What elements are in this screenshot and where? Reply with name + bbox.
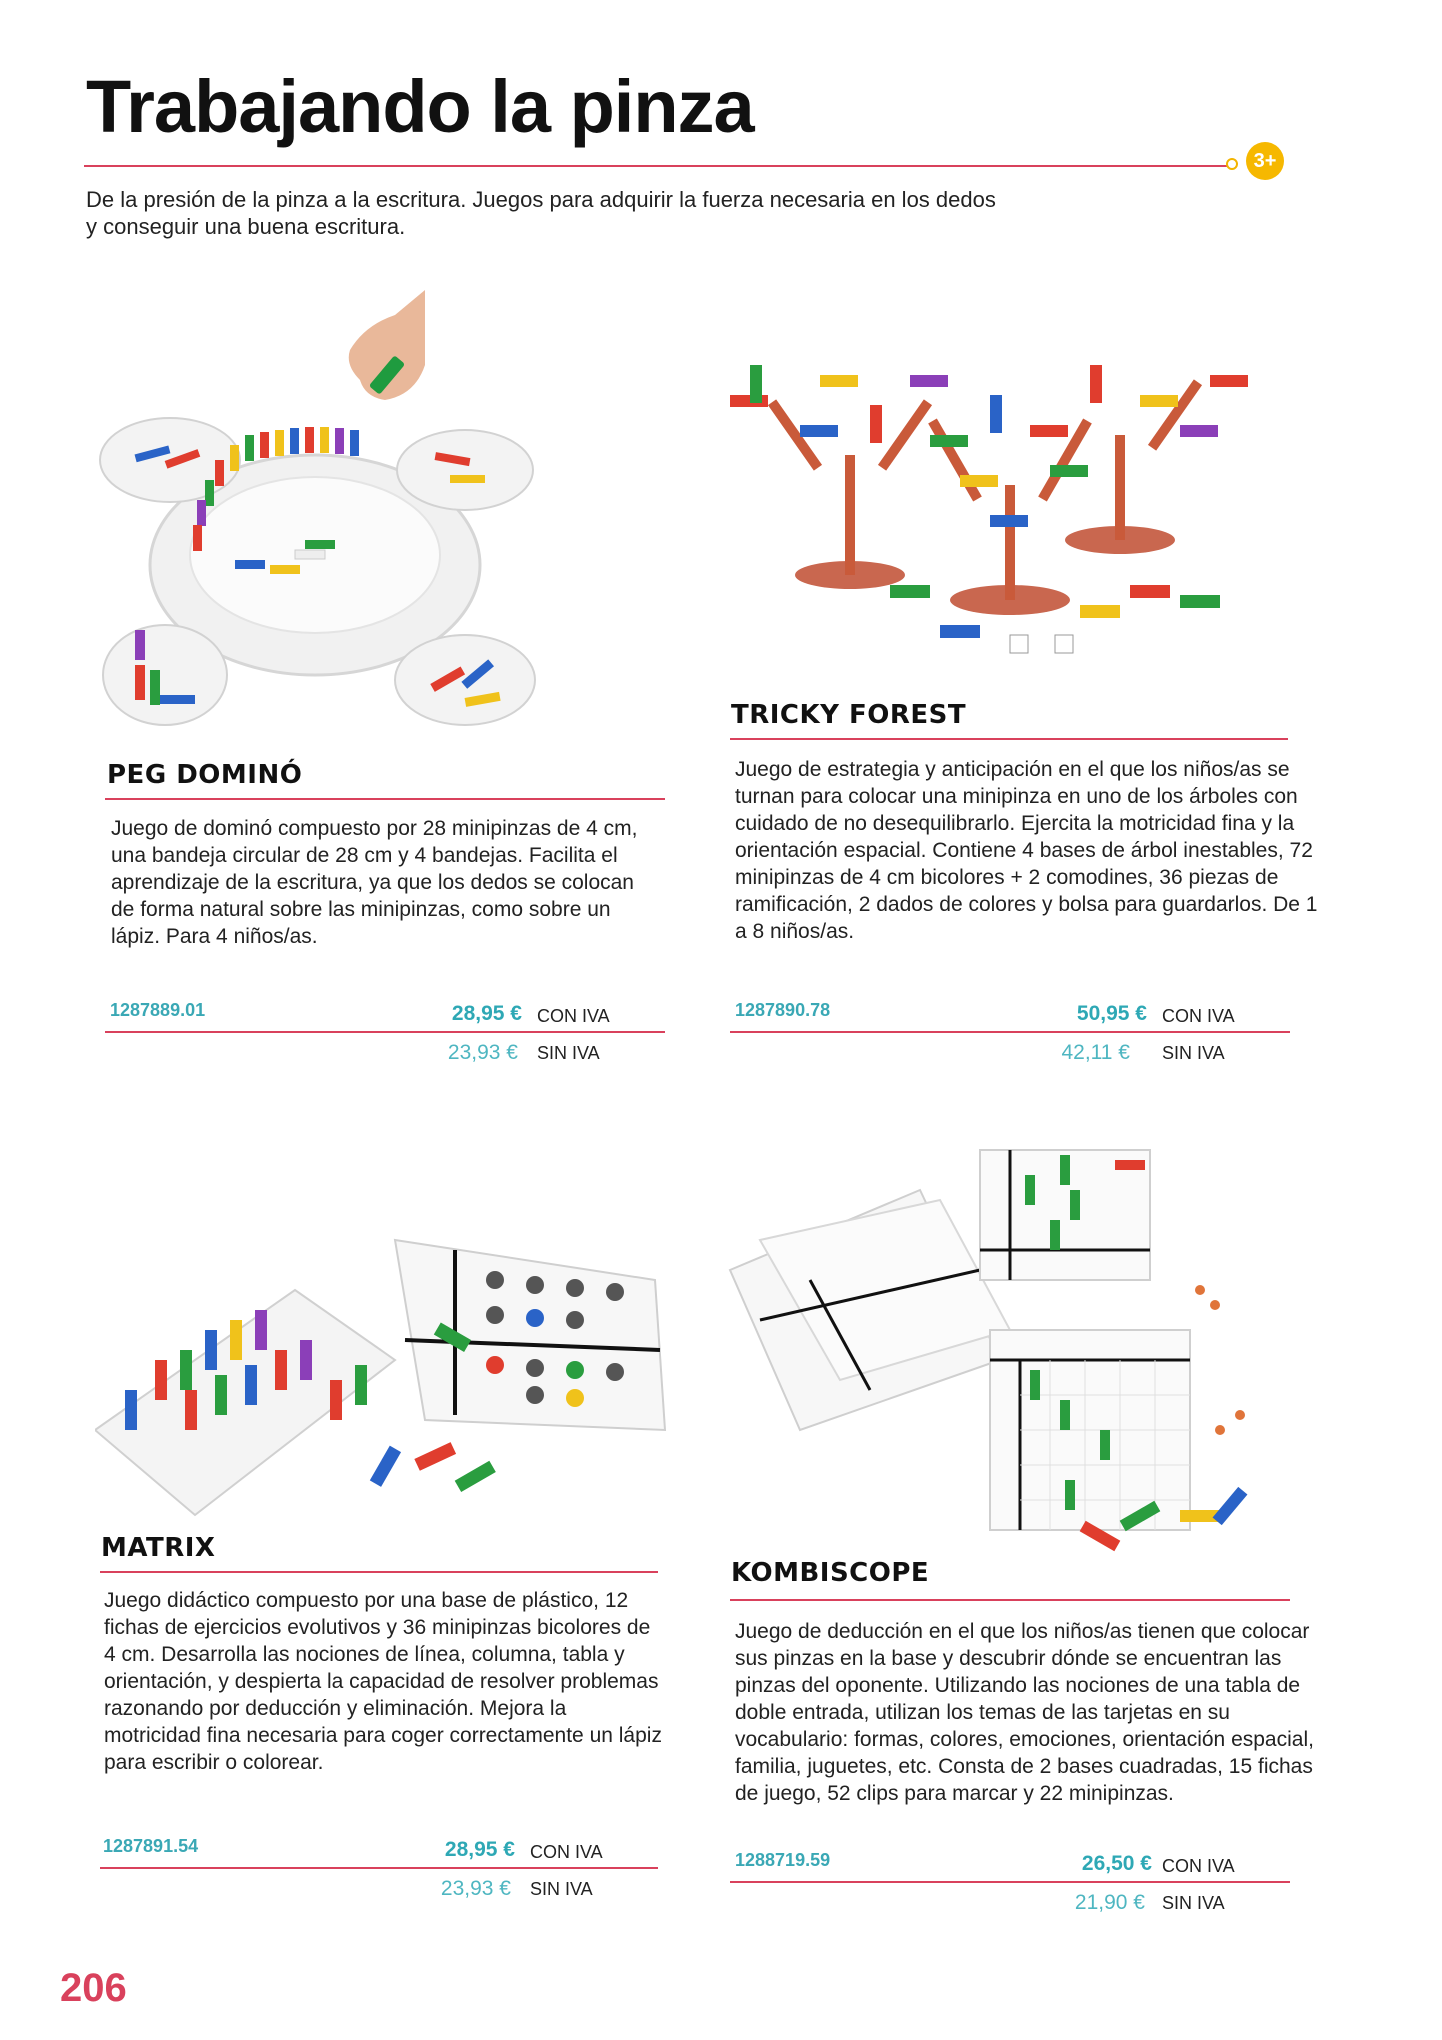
product-1-description: Juego de dominó compuesto por 28 minipinzas de 4 cm, una bandeja circular de 28 cm y 4 bandejas. Facilita el aprendizaje de la escritura, ya que los dedos se colocan de forma natural sobre las minipinzas, como sobre un lápiz. Para 4 niños/as.	[111, 817, 638, 948]
title-divider	[84, 165, 1232, 167]
page-number: 206	[60, 1966, 127, 2010]
matrix-image	[95, 1230, 670, 1530]
product-1-without-vat-label: SIN IVA	[537, 1043, 600, 1063]
product-1-with-vat-label: CON IVA	[537, 1006, 610, 1026]
kombiscope-image	[720, 1130, 1300, 1570]
product-2-with-vat-label: CON IVA	[1162, 1006, 1235, 1026]
product-2-description: Juego de estrategia y anticipación en el que los niños/as se turnan para colocar una minipinza en uno de los árboles con cuidado de no desequilibrarlo. Ejercita la motricidad fina y la orientación espacial. Contiene 4 bases de árbol inestables, 72 minipinzas de 4 cm bicolores + 2 comodines, 36 piezas de ramificación, 2 dados de colores y bolsa para guardarlos. De 1 a 8 niños/as.	[735, 758, 1318, 943]
product-4-without-vat-label: SIN IVA	[1162, 1893, 1225, 1913]
age-connector-icon	[1226, 158, 1238, 170]
tricky-forest-image	[710, 335, 1270, 670]
product-1-name: PEG DOMINÓ	[107, 760, 303, 790]
product-4-name: KOMBISCOPE	[731, 1558, 930, 1588]
product-2-name: TRICKY FOREST	[731, 700, 967, 730]
product-1-price-without-vat: 23,93 €	[447, 1041, 518, 1064]
intro-line-1: De la presión de la pinza a la escritura. Juegos para adquirir la fuerza necesaria en los dedos	[86, 187, 996, 212]
page-title: Trabajando la pinza	[86, 65, 754, 148]
product-4-divider	[730, 1599, 1290, 1601]
product-1-price-divider	[105, 1031, 665, 1033]
product-4-with-vat-label: CON IVA	[1162, 1856, 1235, 1876]
product-4-price-without-vat: 21,90 €	[1074, 1891, 1145, 1914]
product-2-price-without-vat: 42,11 €	[1061, 1041, 1130, 1064]
product-4-price-with-vat: 26,50 €	[1081, 1852, 1152, 1875]
product-2-price-with-vat: 50,95 €	[1076, 1002, 1147, 1025]
product-3-price-divider	[100, 1867, 658, 1869]
product-3-name: MATRIX	[101, 1533, 216, 1563]
intro-line-2: y conseguir una buena escritura.	[86, 214, 406, 239]
product-3-without-vat-label: SIN IVA	[530, 1879, 593, 1899]
age-badge: 3+	[1246, 142, 1284, 180]
product-1-price-with-vat: 28,95 €	[451, 1002, 522, 1025]
product-2-code: 1287890.78	[735, 1000, 831, 1020]
product-3-price-with-vat: 28,95 €	[444, 1838, 515, 1861]
product-4-price-divider	[730, 1881, 1290, 1883]
product-3-with-vat-label: CON IVA	[530, 1842, 603, 1862]
product-2-without-vat-label: SIN IVA	[1162, 1043, 1225, 1063]
product-3-divider	[100, 1571, 658, 1573]
product-1-divider	[105, 798, 665, 800]
product-2-divider	[730, 738, 1288, 740]
product-2-price-divider	[730, 1031, 1290, 1033]
product-4-code: 1288719.59	[735, 1850, 831, 1870]
product-3-code: 1287891.54	[103, 1836, 199, 1856]
product-4-description: Juego de deducción en el que los niños/as tienen que colocar sus pinzas en la base y descubrir dónde se encuentran las pinzas del oponente. Utilizando las nociones de una tabla de doble entrada, utilizan los temas de las tarjetas en su vocabulario: formas, colores, emociones, orientación espacial, familia, juguetes, etc. Consta de 2 bases cuadradas, 15 fichas de juego, 52 clips para marcar y 22 minipinzas.	[735, 1620, 1314, 1805]
peg-domino-image	[95, 285, 545, 745]
product-1-code: 1287889.01	[110, 1000, 206, 1020]
product-3-description: Juego didáctico compuesto por una base de plástico, 12 fichas de ejercicios evolutivos y 36 minipinzas bicolores de 4 cm. Desarrolla las nociones de línea, columna, tabla y orientación, y despierta la capacidad de resolver problemas razonando por deducción y eliminación. Mejora la motricidad fina necesaria para coger correctamente un lápiz para escribir o colorear.	[104, 1589, 662, 1774]
product-3-price-without-vat: 23,93 €	[440, 1877, 511, 1900]
intro-text	[86, 186, 1166, 240]
